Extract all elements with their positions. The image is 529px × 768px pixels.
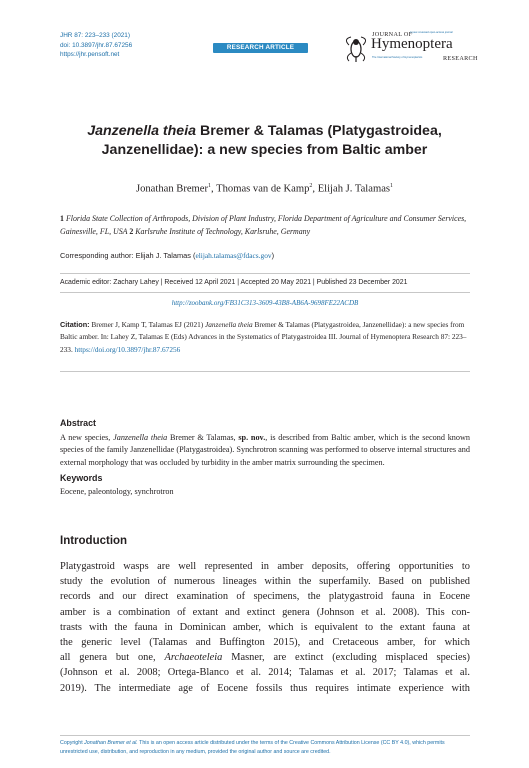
- logo-name: Hymenoptera: [371, 36, 453, 52]
- journal-logo: [345, 31, 478, 66]
- author-affiliation-marker: 1: [208, 183, 212, 189]
- author-name: Jonathan Bremer: [135, 183, 209, 195]
- abstract-sp-nov: sp. nov.: [238, 433, 266, 442]
- intro-line: [60, 650, 470, 665]
- intro-line: trasts with the fauna in Dominican amber, which is equivalent to the extant fauna at: [60, 621, 470, 633]
- citation-species: Janzenella theia: [205, 320, 253, 329]
- journal-reference: JHR 87: 223–233 (2021): [60, 32, 130, 39]
- citation-text: Bremer J, Kamp T, Talamas EJ (2021): [89, 320, 205, 329]
- title-rest-line1: Bremer & Talamas (Platygastroidea,: [196, 123, 442, 139]
- intro-line: the generic level (Talamas and Buffington 2015), and Cretaceous amber, for which: [60, 637, 470, 649]
- citation-text: Bremer & Talamas (Platygastroidea, Janzenellidae): a new species from Baltic amber. In: Lahey Z, Talamas E (Eds) Advances in the Systematics of Platygastroidea III. Journal of Hymenoptera Research 87: 223–233.: [60, 320, 467, 354]
- citation: [60, 319, 470, 356]
- zoobank-link[interactable]: http://zoobank.org/FB31C313-3609-43B8-AB6A-9698FE22ACDB: [171, 299, 359, 307]
- author-affiliation-marker: 2: [309, 183, 313, 189]
- divider: [60, 371, 470, 372]
- corresponding-close: ): [271, 251, 275, 260]
- logo-journal-of: JOURNAL OF: [372, 31, 413, 38]
- doi-link[interactable]: doi: 10.3897/jhr.87.67256: [60, 41, 133, 49]
- introduction-body: [60, 559, 470, 696]
- intro-line: Platygastroid wasps are well represented in amber deposits, offering opportunities to: [60, 561, 470, 572]
- abstract-text: , is described from Baltic amber, which is the second known species of the family Janzenellidae (Platygastroidea). Synchrotron scanning was performed to observe internal structures and external morphology that was occluded by turbidity in the amber matrix surrounding the specimen.: [60, 433, 470, 467]
- intro-line: study the evolution of numerous lineages within the superfamily. Based on published: [60, 576, 470, 588]
- logo-research: RESEARCH: [443, 55, 478, 62]
- intro-text: Masner, are extinct (excluding misplaced species): [222, 652, 471, 664]
- corresponding-author: [60, 251, 274, 261]
- title-line2: Janzenellidae): a new species from Baltic amber: [101, 142, 428, 158]
- keywords-text: Eocene, paleontology, synchrotron: [60, 487, 174, 496]
- divider: [60, 292, 470, 293]
- research-article-badge: RESEARCH ARTICLE: [213, 43, 308, 53]
- intro-text: all genera but one,: [60, 652, 165, 664]
- affiliation-number: 2: [129, 227, 134, 236]
- corresponding-label: Corresponding author: Elijah J. Talamas (: [60, 251, 196, 260]
- article-meta: [60, 31, 132, 60]
- intro-line: amber is a combination of extant and extinct genera (Johnson et al. 2008). This con-: [60, 606, 470, 618]
- introduction-heading: Introduction: [60, 535, 128, 547]
- abstract-species: Janzenella theia: [113, 433, 168, 442]
- affiliation-number: 1: [60, 214, 64, 223]
- editorial-history: Academic editor: Zachary Lahey | Received 12 April 2021 | Accepted 20 May 2021 | Published 23 December 2021: [60, 279, 408, 286]
- citation-label: Citation:: [60, 320, 90, 329]
- author-affiliation-marker: 1: [390, 183, 394, 189]
- intro-line: records and our direct examination of specimens, the platygastroid fauna in Eocene: [60, 591, 470, 603]
- copyright-footer: [60, 739, 470, 756]
- abstract-text: Bremer & Talamas,: [167, 433, 239, 442]
- keywords-heading: Keywords: [60, 473, 103, 483]
- journal-url[interactable]: https://jhr.pensoft.net: [60, 51, 120, 58]
- copyright-label: Copyright: [60, 740, 85, 746]
- copyright-holder: Jonathan Bremer et al.: [84, 740, 138, 746]
- affiliations: [60, 212, 470, 238]
- author-name: Thomas van de Kamp: [216, 183, 310, 195]
- logo-tagline-1: A peer-reviewed open-access journal: [410, 31, 453, 34]
- author-list: Jonathan Bremer$^1$, Thomas van de Kamp$^2$, Elijah J. Talamas$^1$: [135, 183, 394, 195]
- copyright-text: This is an open access article distributed under the terms of the Creative Commons Attribution License (CC BY 4.0), which permits unrestricted use, distribution, and reproduction in any medium, provided the original author and source are credited.: [60, 740, 445, 755]
- abstract-text: A new species,: [60, 433, 114, 442]
- logo-tagline-2: The International Society of Hymenopterists: [372, 56, 423, 59]
- abstract-heading: Abstract: [60, 418, 97, 428]
- divider: [60, 735, 470, 736]
- citation-doi-link[interactable]: https://doi.org/10.3897/jhr.87.67256: [74, 344, 181, 354]
- divider: [60, 273, 470, 274]
- affiliation-text: Karlsruhe Institute of Technology, Karlsruhe, Germany: [135, 227, 311, 236]
- abstract-body: [60, 432, 470, 469]
- corresponding-email[interactable]: elijah.talamas@fdacs.gov: [195, 251, 272, 260]
- intro-line: (Johnson et al. 2008; Ortega-Blanco et al. 2014; Talamas et al. 2017; Talamas et al.: [60, 667, 470, 679]
- intro-line: 2019). The intermediate age of Eocene fossils thus requires intimate experience with: [60, 682, 470, 694]
- intro-genus: Archaeoteleia: [164, 652, 223, 664]
- author-name: Elijah J. Talamas: [317, 183, 391, 195]
- affiliation-text: Florida State Collection of Arthropods, Division of Plant Industry, Florida Department of Agriculture and Consumer Services, Gainesville, FL, USA: [60, 214, 467, 236]
- article-title: [55, 122, 474, 160]
- title-species: Janzenella theia: [87, 123, 197, 139]
